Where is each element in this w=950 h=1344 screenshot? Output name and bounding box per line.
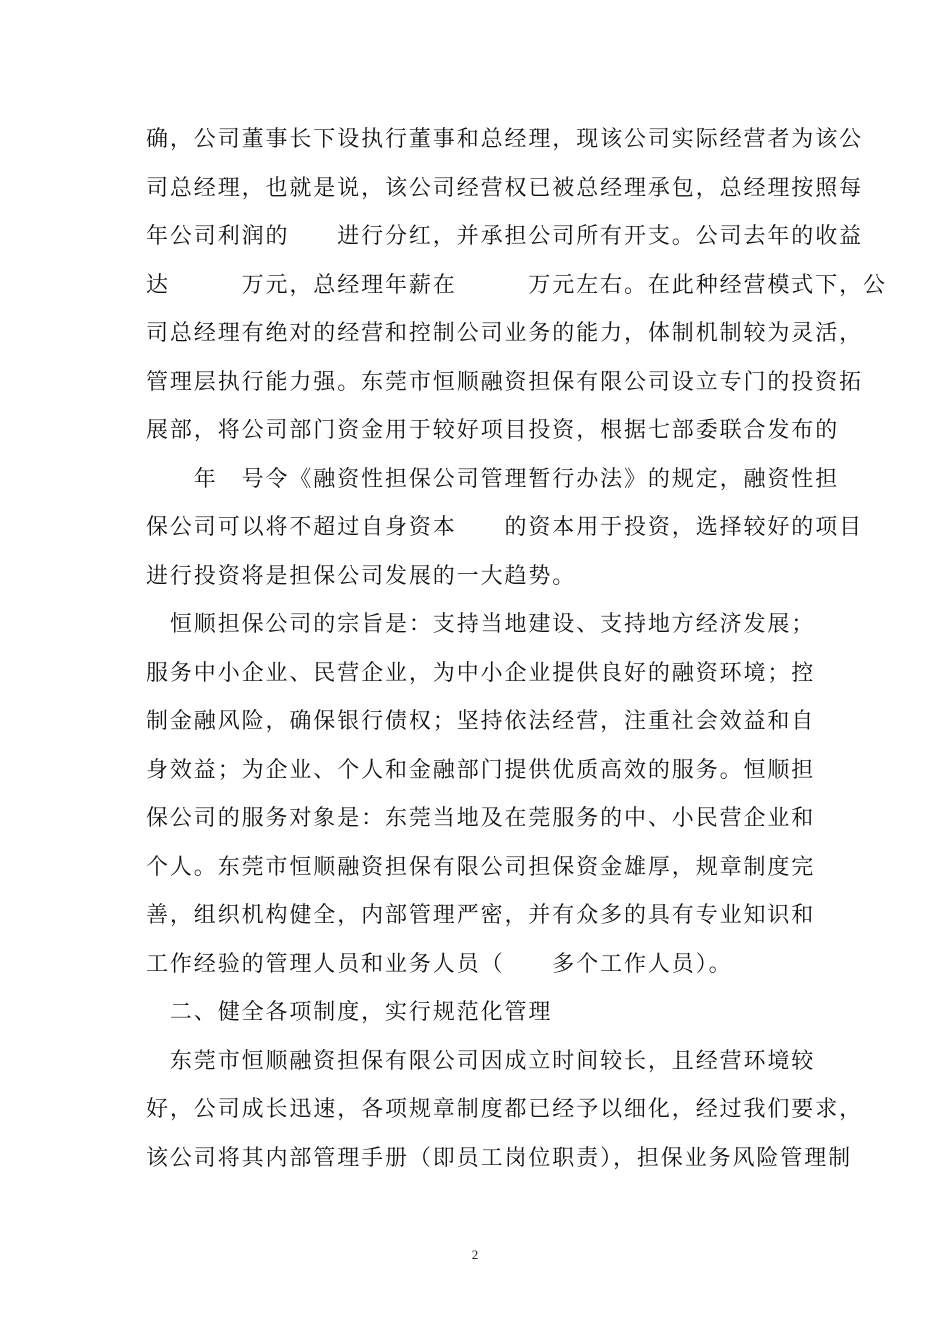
text-line: 管理层执行能力强。东莞市恒顺融资担保有限公司设立专门的投资拓 (146, 369, 864, 395)
text-line: 司总经理有绝对的经营和控制公司业务的能力，体制机制较为灵活， (146, 321, 864, 346)
text-line: 服务中小企业、民营企业，为中小企业提供良好的融资环境；控 (146, 660, 816, 686)
text-line: 保公司的服务对象是：东莞当地及在莞服务的中、小民营企业和 (146, 806, 816, 831)
text-line: 身效益；为企业、个人和金融部门提供优质高效的服务。恒顺担 (146, 757, 816, 783)
text-line: 恒顺担保公司的宗旨是：支持当地建设、支持地方经济发展； (146, 612, 816, 637)
body-text (146, 116, 887, 1183)
text-line: 保公司可以将不超过自身资本 的资本用于投资，选择较好的项目 (146, 515, 864, 540)
text-line: 个人。东莞市恒顺融资担保有限公司担保资金雄厚，规章制度完 (146, 854, 816, 880)
section-heading: 二、健全各项制度，实行规范化管理 (146, 1000, 553, 1025)
text-line: 达 万元，总经理年薪在 万元左右。在此种经营模式下，公 (146, 272, 887, 298)
text-line: 东莞市恒顺融资担保有限公司因成立时间较长，且经营环境较 (146, 1048, 816, 1074)
page-number: 2 (471, 1247, 479, 1262)
text-line: 年 号令《融资性担保公司管理暂行办法》的规定，融资性担 (146, 466, 840, 492)
text-line: 制金融风险，确保银行债权；坚持依法经营，注重社会效益和自 (146, 709, 816, 734)
text-line: 司总经理，也就是说，该公司经营权已被总经理承包，总经理按照每 (146, 175, 864, 201)
text-line: 该公司将其内部管理手册（即员工岗位职责），担保业务风险管理制 (146, 1145, 853, 1171)
text-line: 工作经验的管理人员和业务人员（ 多个工作人员）。 (146, 951, 733, 977)
text-line: 展部，将公司部门资金用于较好项目投资，根据七部委联合发布的 (146, 418, 840, 443)
text-line: 好，公司成长迅速，各项规章制度都已经予以细化，经过我们要求， (146, 1097, 864, 1122)
text-line: 进行投资将是担保公司发展的一大趋势。 (146, 563, 577, 589)
text-line: 确，公司董事长下设执行董事和总经理，现该公司实际经营者为该公 (146, 127, 864, 152)
text-line: 善，组织机构健全，内部管理严密，并有众多的具有专业知识和 (146, 903, 816, 928)
text-line: 年公司利润的 进行分红，并承担公司所有开支。公司去年的收益 (146, 224, 864, 249)
